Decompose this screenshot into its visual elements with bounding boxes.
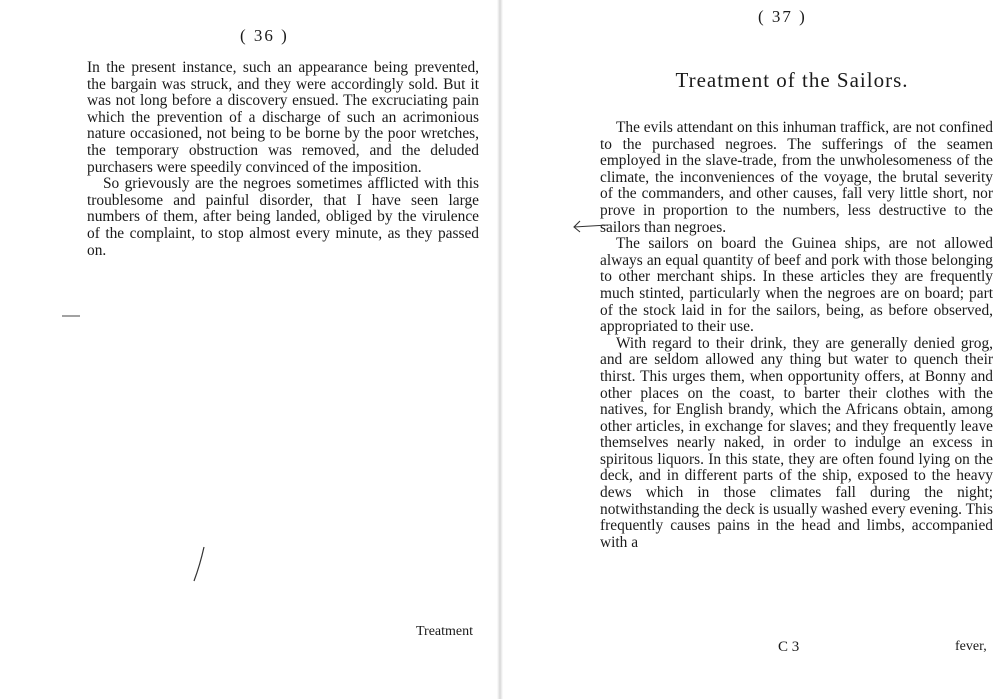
right-paragraph-1: The evils attendant on this inhuman traffick, are not confined to the purchased negroes. The sufferings of the seamen employed in the slave-trade, from the unwholesomeness of the climate, the inconveniences of the voyage, the brutal severity of the commanders, and other causes, fall very little short, nor prove in proportion to the numbers, less destructive to the sailors than negroes. [600, 119, 993, 236]
chapter-heading: Treatment of the Sailors. [675, 68, 909, 92]
margin-dash-mark [60, 312, 82, 320]
right-catchword: fever, [955, 639, 987, 654]
margin-arrow-mark [570, 215, 610, 235]
left-paragraph-2: So grievously are the negroes sometimes afflicted with this troublesome and painful disorder, that I have seen large numbers of them, after being landed, obliged by the virulence of the complaint, to stop almost every minute, as they passed on. [87, 175, 479, 259]
left-paragraph-1: In the present instance, such an appearance being prevented, the bargain was struck, and they were accordingly sold. But it was not long before a discovery ensued. The excruciating pain which the prevention of a discharge of such an acrimonious nature occasioned, not being to be borne by the poor wretches, the temporary obstruction was removed, and the deluded purchasers were speedily convinced of the imposition. [87, 59, 479, 176]
right-paragraph-2: The sailors on board the Guinea ships, are not allowed always an equal quantity of beef and pork with those belonging to other merchant ships. In these articles they are frequently much stinted, particularly when the negroes are on board; part of the stock laid in for the sailors, being, as before observed, appropriated to their use. [600, 235, 993, 336]
right-paragraph-3: With regard to their drink, they are generally denied grog, and are seldom allowed any thing but water to quench their thirst. This urges them, when opportunity offers, at Bonny and other places on the coast, to barter their clothes with the natives, for English brandy, which the Africans obtain, among other articles, in exchange for slaves; and they frequently leave themselves nearly naked, in order to indulge an excess in spiritous liquors. In this state, they are often found lying on the deck, and in different parts of the ship, exposed to the heavy dews which in those climates fall during the night; notwithstanding the deck is usually washed every evening. This frequently causes pains in the head and limbs, accompanied with a [600, 334, 993, 551]
left-page-body [87, 60, 479, 259]
right-page-body [600, 120, 993, 551]
right-page-number: ( 37 ) [758, 7, 807, 26]
left-page-number: ( 36 ) [240, 26, 289, 45]
signature-mark: C 3 [778, 639, 800, 655]
pen-stroke-mark [190, 545, 210, 585]
right-page [500, 0, 1000, 699]
left-catchword: Treatment [416, 624, 474, 639]
